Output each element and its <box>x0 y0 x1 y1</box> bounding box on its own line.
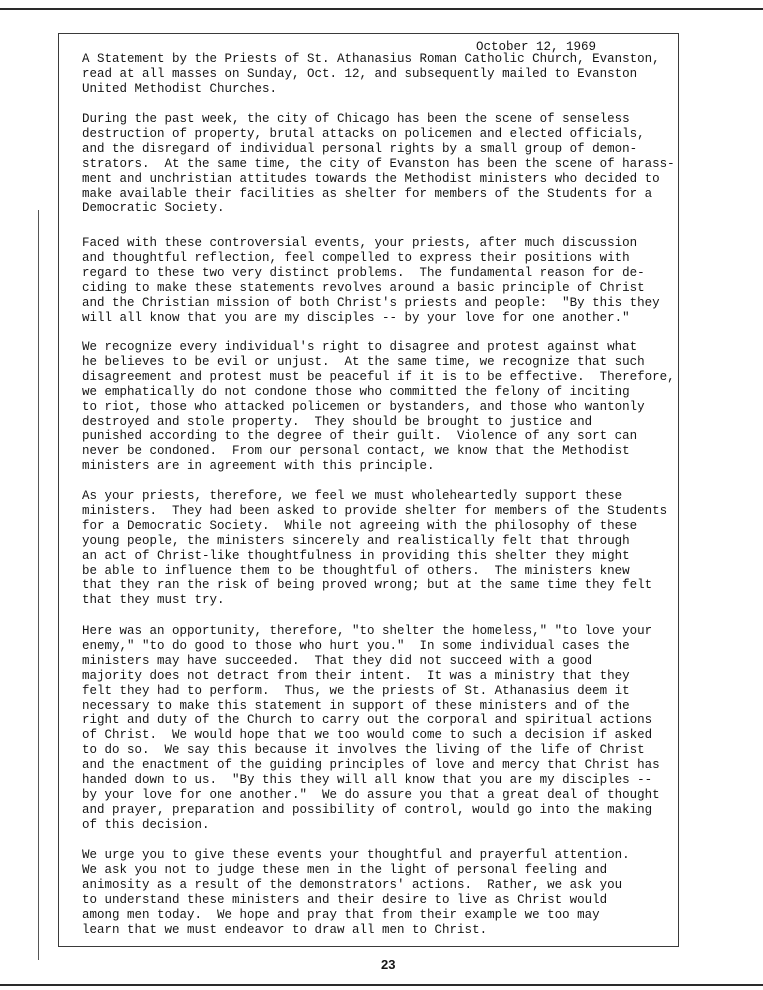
body-paragraph <box>82 624 678 833</box>
text-line: We ask you not to judge these men in the light of personal feeling and <box>82 862 608 877</box>
body-paragraph <box>82 112 678 216</box>
text-line: During the past week, the city of Chicago has been the scene of senseless <box>82 112 630 126</box>
body-paragraph <box>82 236 678 325</box>
text-line: Here was an opportunity, therefore, "to shelter the homeless," "to love your <box>82 624 653 638</box>
text-line: he believes to be evil or unjust. At the same time, we recognize that such <box>82 354 645 369</box>
body-paragraph <box>82 848 678 937</box>
page-number: 23 <box>381 957 396 972</box>
document-date: October 12, 1969 <box>476 40 597 54</box>
text-line: animosity as a result of the demonstrators' actions. Rather, we ask you <box>82 877 623 892</box>
text-line: strators. At the same time, the city of Evanston has been the scene of harass- <box>82 156 675 171</box>
text-line: ministers. They had been asked to provide shelter for members of the Students <box>82 503 668 518</box>
text-line: will all know that you are my disciples -- by your love for one another." <box>82 310 630 325</box>
body-paragraph <box>82 489 678 608</box>
text-line: never be condoned. From our personal contact, we know that the Methodist <box>82 444 630 459</box>
text-line: that they must try. <box>82 593 225 608</box>
text-line: destruction of property, brutal attacks on policemen and elected officials, <box>82 126 645 141</box>
text-line: be able to influence them to be thoughtful of others. The ministers knew <box>82 563 630 578</box>
left-margin-line <box>38 210 39 960</box>
text-line: right and duty of the Church to carry out the corporal and spiritual actions <box>82 713 653 728</box>
text-line: ministers are in agreement with this principle. <box>82 459 435 474</box>
top-border-line <box>0 8 763 10</box>
text-line: ciding to make these statements revolves around a basic principle of Christ <box>82 280 645 295</box>
text-line: learn that we must endeavor to draw all men to Christ. <box>82 922 488 937</box>
text-line: ministers may have succeeded. That they did not succeed with a good <box>82 653 593 668</box>
text-line: and the enactment of the guiding principles of love and mercy that Christ has <box>82 758 660 773</box>
text-line: ment and unchristian attitudes towards the Methodist ministers who decided to <box>82 171 660 186</box>
text-line: by your love for one another." We do assure you that a great deal of thought <box>82 787 660 802</box>
text-line: destroyed and stole property. They should be brought to justice and <box>82 414 593 429</box>
text-line: young people, the ministers sincerely and realistically felt that through <box>82 533 630 548</box>
text-line: A Statement by the Priests of St. Athanasius Roman Catholic Church, Evanston, <box>82 52 660 66</box>
text-line: disagreement and protest must be peaceful if it is to be effective. Therefore, <box>82 369 675 384</box>
text-line: for a Democratic Society. While not agreeing with the philosophy of these <box>82 518 638 533</box>
text-line: of Christ. We would hope that we too would come to such a decision if asked <box>82 728 653 743</box>
statement-heading-paragraph <box>82 52 678 97</box>
text-line: As your priests, therefore, we feel we must wholeheartedly support these <box>82 489 623 503</box>
text-line: and the disregard of individual personal rights by a small group of demon- <box>82 141 638 156</box>
text-line: enemy," "to do good to those who hurt you." In some individual cases the <box>82 638 630 653</box>
text-line: make available their facilities as shelter for members of the Students for a <box>82 186 653 201</box>
text-line: to do so. We say this because it involves the living of the life of Christ <box>82 743 645 758</box>
text-line: felt they had to perform. Thus, we the priests of St. Athanasius deem it <box>82 683 630 698</box>
text-line: an act of Christ-like thoughtfulness in providing this shelter they might <box>82 548 630 563</box>
text-line: and prayer, preparation and possibility of control, would go into the making <box>82 802 653 817</box>
text-line: United Methodist Churches. <box>82 81 278 96</box>
text-line: We urge you to give these events your thoughtful and prayerful attention. <box>82 848 630 862</box>
body-paragraph <box>82 340 678 474</box>
text-line: punished according to the degree of their guilt. Violence of any sort can <box>82 429 638 444</box>
text-line: of this decision. <box>82 817 210 832</box>
bottom-border-line <box>0 984 763 986</box>
text-line: to understand these ministers and their desire to live as Christ would <box>82 892 608 907</box>
text-line: regard to these two very distinct problems. The fundamental reason for de- <box>82 265 645 280</box>
text-line: and the Christian mission of both Christ's priests and people: "By this they <box>82 295 660 310</box>
text-line: We recognize every individual's right to disagree and protest against what <box>82 340 638 354</box>
text-line: necessary to make this statement in support of these ministers and of the <box>82 698 630 713</box>
text-line: to riot, those who attacked policemen or bystanders, and those who wantonly <box>82 399 645 414</box>
text-line: Democratic Society. <box>82 201 225 216</box>
text-line: Faced with these controversial events, your priests, after much discussion <box>82 236 638 250</box>
text-line: and thoughtful reflection, feel compelled to express their positions with <box>82 250 630 265</box>
text-line: majority does not detract from their intent. It was a ministry that they <box>82 668 630 683</box>
text-line: that they ran the risk of being proved wrong; but at the same time they felt <box>82 578 653 593</box>
text-line: we emphatically do not condone those who committed the felony of inciting <box>82 384 630 399</box>
text-line: among men today. We hope and pray that from their example we too may <box>82 907 600 922</box>
text-line: read at all masses on Sunday, Oct. 12, and subsequently mailed to Evanston <box>82 66 638 81</box>
text-line: handed down to us. "By this they will all know that you are my disciples -- <box>82 773 653 788</box>
